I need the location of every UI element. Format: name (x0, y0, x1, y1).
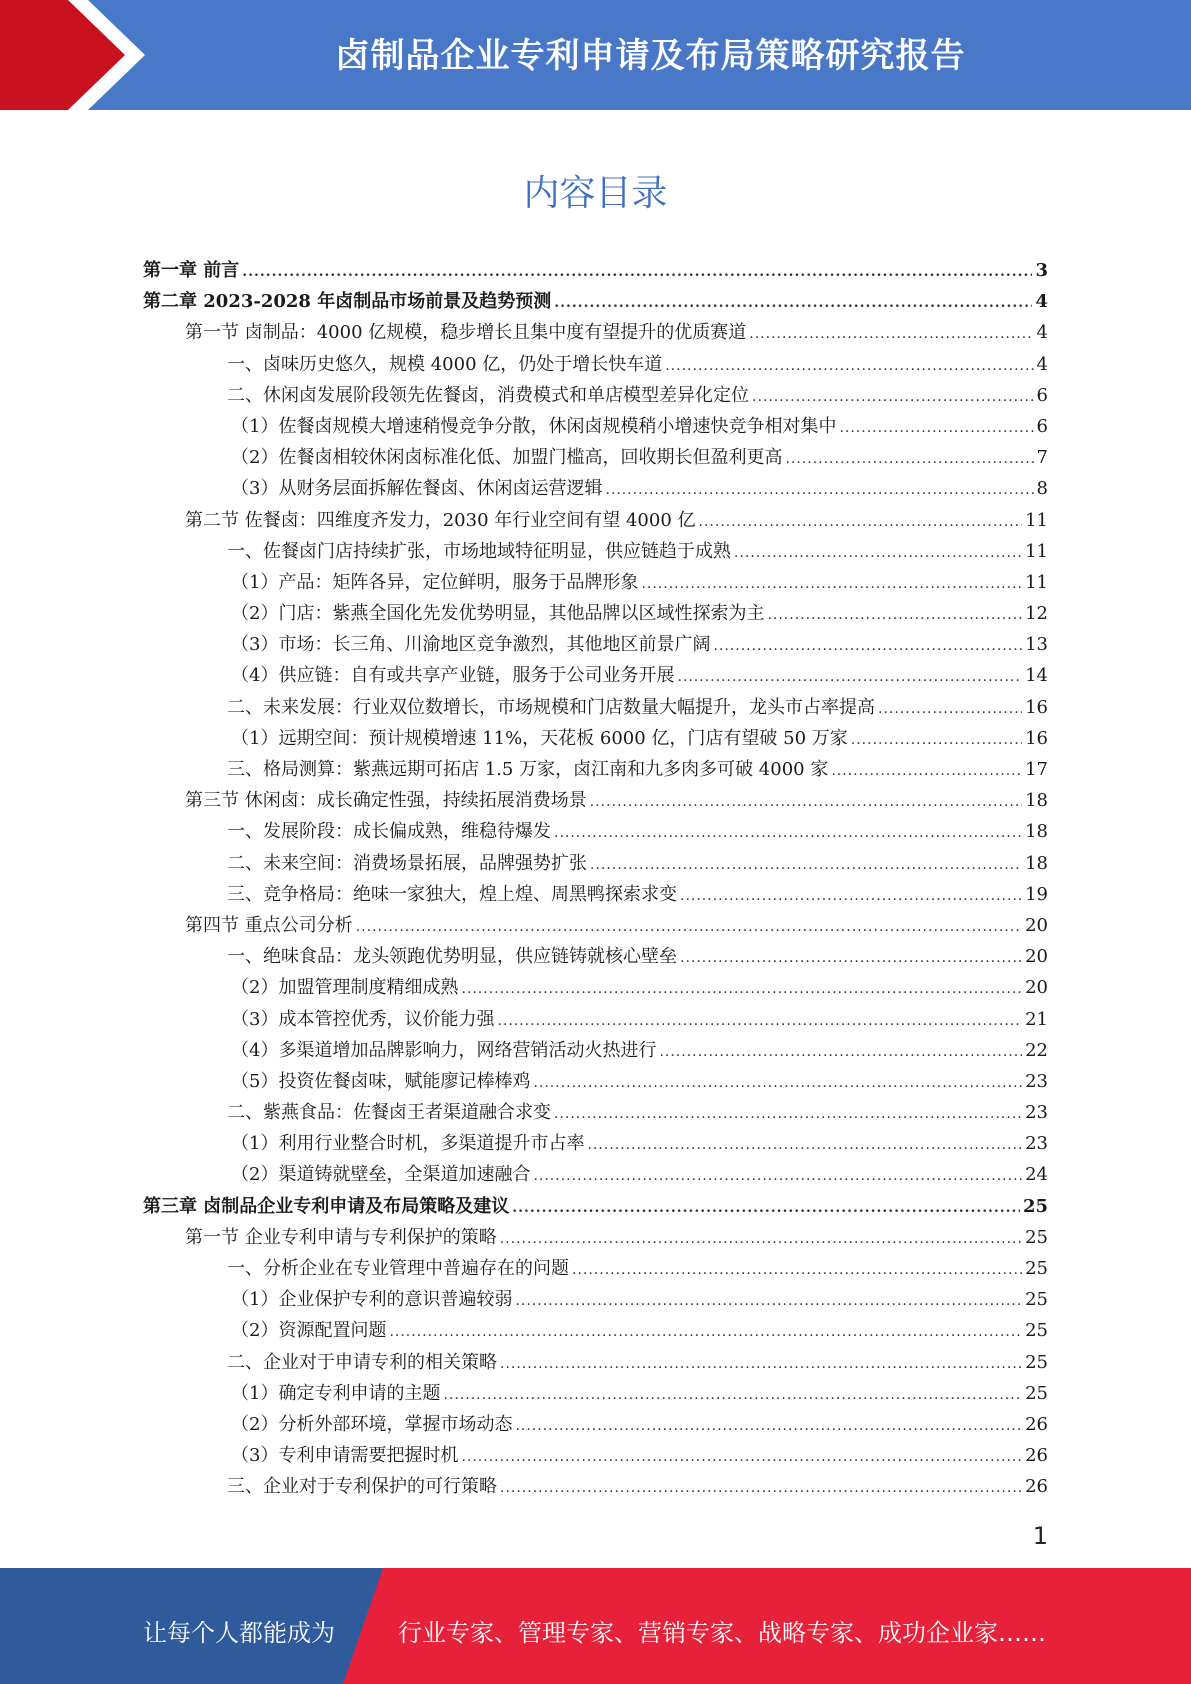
footer-slogan-left: 让每个人都能成为 (143, 1619, 335, 1647)
toc-entry-title: 三、企业对于专利保护的可行策略 (227, 1476, 497, 1498)
toc-entry-page: 25 (1025, 1258, 1048, 1279)
toc-dot-leader (533, 1168, 1022, 1184)
toc-entry-page: 4 (1036, 322, 1048, 344)
toc-entry-title: （1）企业保护专利的意识普遍较弱 (231, 1289, 513, 1311)
toc-entry-title: （1）远期空间：预计规模增速 11%，天花板 6000 亿，门店有望破 50 万家 (231, 727, 848, 749)
toc-dot-leader (500, 1231, 1022, 1247)
toc-dot-leader (680, 950, 1022, 966)
toc-heading: 内容目录 (523, 173, 668, 214)
toc-entry-page: 11 (1025, 540, 1048, 562)
toc-dot-leader (878, 701, 1022, 717)
toc-entry-title: （1）利用行业整合时机，多渠道提升市占率 (231, 1133, 585, 1155)
toc-dot-leader (749, 326, 1033, 342)
toc-entry-title: （3）市场：长三角、川渝地区竞争激烈，其他地区前景广阔 (231, 634, 711, 656)
toc-entry-title: （1）确定专利申请的主题 (231, 1382, 441, 1404)
toc-entry-page: 12 (1025, 603, 1048, 625)
toc-entry-page: 6 (1036, 415, 1048, 437)
toc-entry[interactable] (143, 693, 1048, 724)
toc-dot-leader (554, 1106, 1022, 1122)
toc-entry[interactable] (143, 942, 1048, 973)
toc-entry-title: 第一节 卤制品：4000 亿规模，稳步增长且集中度有望提升的优质赛道 (185, 322, 747, 344)
toc-entry[interactable] (143, 318, 1048, 349)
toc-entry-page: 26 (1025, 1476, 1048, 1498)
toc-entry[interactable] (143, 973, 1048, 1004)
toc-dot-leader (500, 1480, 1022, 1496)
toc-entry-title: （1）产品：矩阵各异，定位鲜明，服务于品牌形象 (231, 571, 639, 593)
toc-entry[interactable] (143, 474, 1048, 505)
toc-entry-page: 25 (1025, 1320, 1048, 1342)
toc-entry-page: 4 (1035, 291, 1048, 313)
toc-dot-leader (713, 638, 1022, 654)
toc-entry[interactable] (143, 443, 1048, 474)
toc-entry-page: 24 (1025, 1164, 1048, 1186)
toc-dot-leader (554, 295, 1032, 311)
toc-entry-title: （2）加盟管理制度精细成熟 (231, 977, 459, 999)
toc-entry[interactable] (143, 786, 1048, 817)
toc-entry-page: 11 (1025, 571, 1048, 593)
toc-entry[interactable] (143, 1254, 1048, 1285)
toc-dot-leader (767, 607, 1022, 623)
toc-dot-leader (443, 1387, 1022, 1403)
toc-entry[interactable] (143, 256, 1048, 287)
toc-entry[interactable] (143, 1005, 1048, 1036)
toc-entry[interactable] (143, 1316, 1048, 1347)
toc-entry-title: 一、绝味食品：龙头领跑优势明显，供应链铸就核心壁垒 (227, 946, 677, 968)
toc-entry-page: 23 (1025, 1070, 1048, 1092)
toc-entry-title: 三、竞争格局：绝味一家独大，煌上煌、周黑鸭探索求变 (227, 883, 677, 905)
toc-entry-page: 19 (1025, 883, 1048, 905)
toc-entry-title: （2）门店：紫燕全国化先发优势明显，其他品牌以区域性探索为主 (231, 603, 765, 625)
toc-entry-title: （1）佐餐卤规模大增速稍慢竞争分散，休闲卤规模稍小增速快竞争相对集中 (231, 415, 837, 437)
toc-entry[interactable] (143, 630, 1048, 661)
toc-entry[interactable] (143, 724, 1048, 755)
toc-dot-leader (554, 825, 1022, 841)
toc-entry-page: 3 (1035, 260, 1048, 281)
toc-entry-title: （4）多渠道增加品牌影响力，网络营销活动火热进行 (231, 1039, 657, 1061)
toc-entry-title: 二、紫燕食品：佐餐卤王者渠道融合求变 (227, 1102, 551, 1124)
page-number: 1 (1032, 1522, 1048, 1550)
toc-entry-page: 21 (1025, 1008, 1048, 1030)
toc-entry-page: 22 (1025, 1039, 1048, 1061)
toc-entry-title: 第一节 企业专利申请与专利保护的策略 (185, 1226, 497, 1248)
toc-entry-page: 8 (1036, 478, 1048, 500)
toc-dot-leader (680, 888, 1022, 904)
toc-dot-leader (572, 1262, 1022, 1278)
toc-entry-title: 三、格局测算：紫燕远期可拓店 1.5 万家，卤江南和九多肉多可破 4000 家 (227, 759, 829, 780)
toc-entry[interactable] (143, 880, 1048, 911)
toc-dot-leader (839, 420, 1033, 436)
toc-dot-leader (461, 1449, 1022, 1465)
header-arrow-graphic (0, 0, 170, 110)
toc-entry[interactable] (143, 1441, 1048, 1472)
toc-entry-page: 26 (1025, 1413, 1048, 1435)
toc-entry-page: 16 (1025, 727, 1048, 749)
toc-entry[interactable] (143, 1098, 1048, 1129)
toc-entry-title: 第一章 前言 (143, 260, 240, 281)
toc-entry[interactable] (143, 1223, 1048, 1254)
toc-entry[interactable] (143, 755, 1048, 786)
report-title: 卤制品企业专利申请及布局策略研究报告 (335, 36, 966, 76)
toc-entry-title: 一、卤味历史悠久，规模 4000 亿，仍处于增长快车道 (227, 353, 663, 375)
toc-entry-page: 6 (1036, 384, 1048, 406)
toc-dot-leader (665, 358, 1033, 374)
toc-dot-leader (590, 857, 1022, 873)
toc-entry-title: （2）分析外部环境，掌握市场动态 (231, 1413, 513, 1435)
toc-dot-leader (659, 1044, 1022, 1060)
toc-entry[interactable] (143, 1160, 1048, 1191)
toc-dot-leader (641, 576, 1022, 592)
toc-entry-page: 16 (1025, 696, 1048, 718)
toc-entry-page: 17 (1025, 759, 1048, 780)
toc-entry-title: 第四节 重点公司分析 (185, 914, 353, 936)
toc-entry-page: 11 (1025, 509, 1048, 531)
toc-entry[interactable] (143, 506, 1048, 537)
toc-dot-leader (605, 482, 1033, 498)
toc-entry-title: 第三章 卤制品企业专利申请及布局策略及建议 (143, 1195, 510, 1217)
toc-entry[interactable] (143, 381, 1048, 412)
toc-dot-leader (512, 1200, 1020, 1216)
toc-entry-title: 第三节 休闲卤：成长确定性强，持续拓展消费场景 (185, 790, 587, 812)
toc-entry-page: 20 (1025, 946, 1048, 968)
toc-dot-leader (356, 919, 1022, 935)
toc-entry-title: 二、未来发展：行业双位数增长，市场规模和门店数量大幅提升，龙头市占率提高 (227, 696, 875, 718)
toc-entry[interactable] (143, 350, 1048, 381)
toc-dot-leader (533, 1075, 1022, 1091)
toc-dot-leader (677, 669, 1022, 685)
toc-entry-page: 23 (1025, 1133, 1048, 1155)
toc-entry[interactable] (143, 1067, 1048, 1098)
toc-entry-page: 14 (1025, 665, 1048, 687)
toc-entry[interactable] (143, 1036, 1048, 1067)
toc-entry-page: 4 (1036, 353, 1048, 375)
toc-entry-page: 13 (1025, 634, 1048, 656)
toc-entry-title: （3）从财务层面拆解佐餐卤、休闲卤运营逻辑 (231, 478, 603, 500)
toc-dot-leader (699, 514, 1023, 530)
toc-entry-page: 25 (1022, 1195, 1048, 1217)
toc-entry[interactable] (143, 1410, 1048, 1441)
toc-dot-leader (831, 763, 1022, 779)
toc-entry-page: 25 (1025, 1226, 1048, 1248)
toc-entry-title: 二、企业对于申请专利的相关策略 (227, 1351, 497, 1373)
toc-dot-leader (734, 545, 1022, 561)
toc-entry-title: （3）成本管控优秀，议价能力强 (231, 1008, 495, 1030)
toc-entry-title: （2）渠道铸就壁垒，全渠道加速融合 (231, 1164, 531, 1186)
toc-entry-title: 二、休闲卤发展阶段领先佐餐卤，消费模式和单店模型差异化定位 (227, 384, 749, 406)
toc-entry-title: 一、佐餐卤门店持续扩张，市场地域特征明显，供应链趋于成熟 (227, 540, 731, 562)
toc-entry-page: 20 (1025, 914, 1048, 936)
toc-entry-page: 20 (1025, 977, 1048, 999)
toc-entry[interactable] (143, 849, 1048, 880)
toc-entry-title: （2）资源配置问题 (231, 1320, 387, 1342)
toc-entry[interactable] (143, 537, 1048, 568)
toc-entry[interactable] (143, 568, 1048, 599)
toc-entry[interactable] (143, 1348, 1048, 1379)
toc-entry-title: 一、发展阶段：成长偏成熟，维稳待爆发 (227, 821, 551, 843)
toc-entry-page: 18 (1025, 821, 1048, 843)
toc-entry-title: 二、未来空间：消费场景拓展，品牌强势扩张 (227, 852, 587, 874)
toc-entry[interactable] (143, 1472, 1048, 1503)
toc-entry-title: （4）供应链：自有或共享产业链，服务于公司业务开展 (231, 665, 675, 687)
toc-entry-title: 第二章 2023-2028 年卤制品市场前景及趋势预测 (143, 291, 552, 313)
toc-entry[interactable] (143, 911, 1048, 942)
toc-entry-title: （5）投资佐餐卤味，赋能廖记棒棒鸡 (231, 1070, 531, 1092)
toc-dot-leader (461, 981, 1022, 997)
toc-entry-page: 25 (1025, 1382, 1048, 1404)
toc-entry-title: （3）专利申请需要把握时机 (231, 1445, 459, 1467)
toc-entry-page: 23 (1025, 1102, 1048, 1124)
toc-dot-leader (851, 732, 1022, 748)
toc-entry-title: 第二节 佐餐卤：四维度齐发力，2030 年行业空间有望 4000 亿 (185, 509, 696, 531)
toc-dot-leader (590, 794, 1022, 810)
toc-entry-title: 一、分析企业在专业管理中普遍存在的问题 (227, 1258, 569, 1279)
toc-entry-page: 26 (1025, 1445, 1048, 1467)
toc-dot-leader (389, 1324, 1022, 1340)
toc-entry-page: 18 (1025, 852, 1048, 874)
toc-entry-page: 25 (1025, 1289, 1048, 1311)
toc-entry[interactable] (143, 1129, 1048, 1160)
toc-entry[interactable] (143, 412, 1048, 443)
toc-dot-leader (497, 1013, 1022, 1029)
footer-slogan-right: 行业专家、管理专家、营销专家、战略专家、成功企业家…… (398, 1619, 1046, 1647)
toc-entry-page: 25 (1025, 1351, 1048, 1373)
toc-dot-leader (515, 1293, 1022, 1309)
toc-entry-title: （2）佐餐卤相较休闲卤标准化低、加盟门槛高，回收期长但盈利更高 (231, 447, 783, 469)
toc-entry[interactable] (143, 817, 1048, 848)
toc-entry-page: 7 (1036, 447, 1048, 469)
toc-dot-leader (500, 1356, 1022, 1372)
toc-entry[interactable] (143, 599, 1048, 630)
toc-dot-leader (785, 451, 1033, 467)
toc-entry[interactable] (143, 1379, 1048, 1410)
toc-dot-leader (242, 264, 1032, 280)
toc-entry-page: 18 (1025, 790, 1048, 812)
toc-entry[interactable] (143, 287, 1048, 318)
toc-entry[interactable] (143, 661, 1048, 692)
toc-entry[interactable] (143, 1192, 1048, 1223)
toc-dot-leader (752, 389, 1034, 405)
toc-entry[interactable] (143, 1285, 1048, 1316)
toc-dot-leader (515, 1418, 1022, 1434)
toc-dot-leader (587, 1137, 1022, 1153)
table-of-contents (143, 256, 1048, 1504)
